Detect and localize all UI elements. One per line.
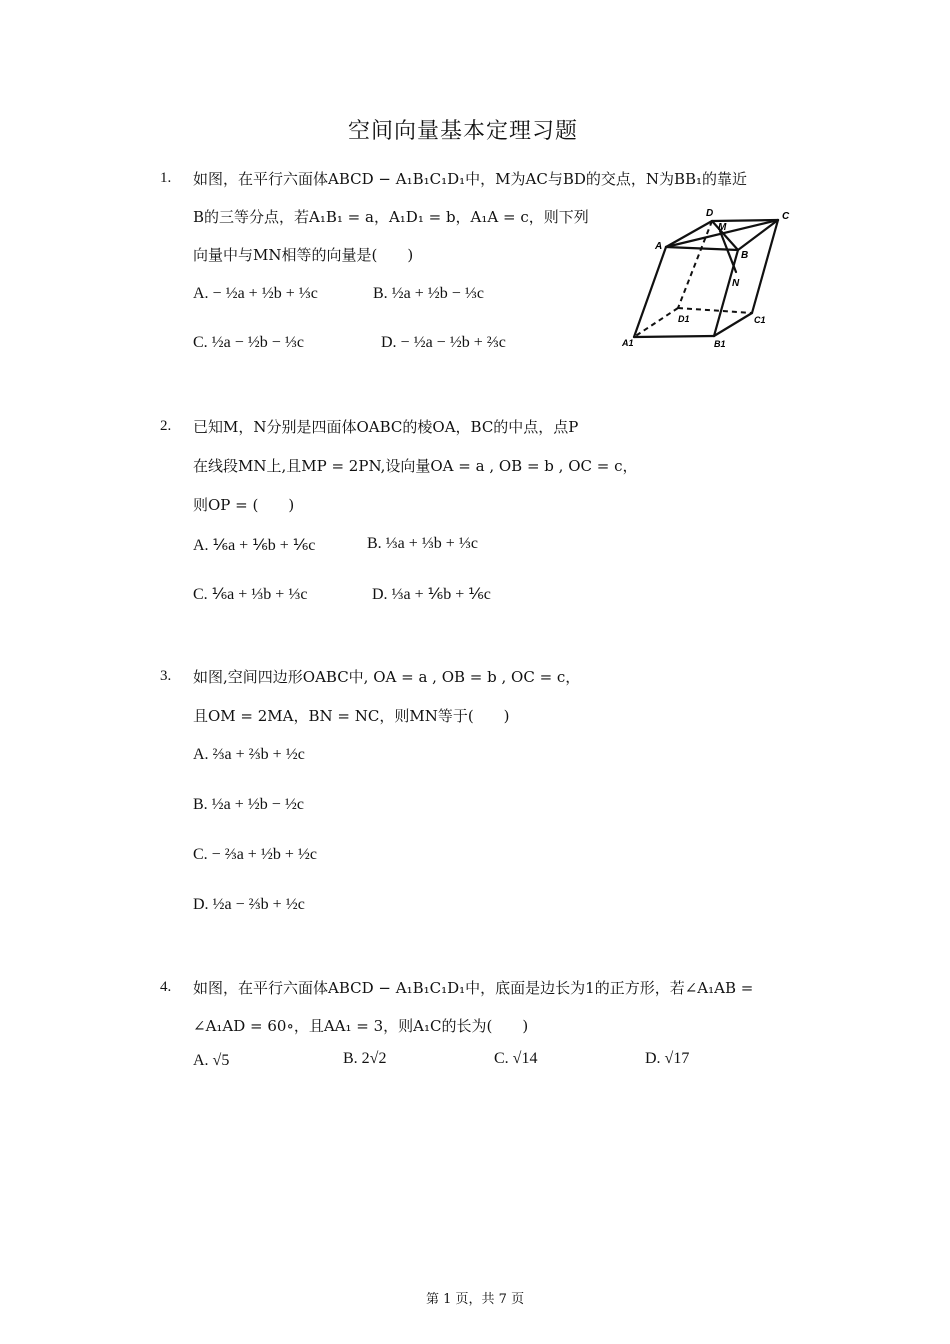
option-b[interactable]: B. ½a + ½b − ⅓c xyxy=(373,285,484,302)
question-text-line: 如图,空间四边形OABC中, OA = a , OB = b , OC = c， xyxy=(193,668,581,686)
option-c[interactable]: C. √14 xyxy=(494,1050,538,1067)
question-number: 4. xyxy=(160,979,172,995)
figure-label: B xyxy=(741,250,749,261)
parallelepiped-figure xyxy=(620,200,800,350)
option-c[interactable]: C. ½a − ½b − ⅓c xyxy=(193,334,304,351)
figure-label: B1 xyxy=(714,339,726,349)
option-c[interactable]: C. − ⅔a + ½b + ½c xyxy=(193,846,317,863)
figure-label: N xyxy=(732,278,740,289)
option-d[interactable]: D. ½a − ⅔b + ½c xyxy=(193,896,305,913)
figure-label: D1 xyxy=(678,314,690,324)
question-text-line: ∠A₁AD = 60∘，且AA₁ = 3，则A₁C的长为( ) xyxy=(193,1017,529,1035)
option-b[interactable]: B. 2√2 xyxy=(343,1050,387,1067)
question-text-line: 如图，在平行六面体ABCD − A₁B₁C₁D₁中，底面是边长为1的正方形，若∠A₁AB = xyxy=(193,979,754,997)
question-number: 1. xyxy=(160,170,172,186)
question-text-line: 已知M，N分别是四面体OABC的棱OA，BC的中点，点P xyxy=(193,418,579,436)
question-number: 2. xyxy=(160,418,172,434)
question-text-line: 如图，在平行六面体ABCD − A₁B₁C₁D₁中，M为AC与BD的交点，N为BB₁的靠近 xyxy=(193,170,748,188)
figure-label: A1 xyxy=(622,338,634,348)
option-a[interactable]: A. − ½a + ½b + ⅓c xyxy=(193,285,318,302)
figure-label: C xyxy=(782,211,790,222)
option-d[interactable]: D. √17 xyxy=(645,1050,690,1067)
page-footer: 第 1 页，共 7 页 xyxy=(426,1292,525,1307)
option-b[interactable]: B. ⅓a + ⅓b + ⅓c xyxy=(367,535,478,552)
question-text-line: B的三等分点，若A₁B₁ = a，A₁D₁ = b，A₁A = c，则下列 xyxy=(193,208,589,226)
option-a[interactable]: A. ⅔a + ⅔b + ½c xyxy=(193,746,305,763)
option-d[interactable]: D. − ½a − ½b + ⅔c xyxy=(381,334,506,351)
question-number: 3. xyxy=(160,668,172,684)
option-d[interactable]: D. ⅓a + ⅙b + ⅙c xyxy=(372,586,491,603)
option-b[interactable]: B. ½a + ½b − ½c xyxy=(193,796,304,813)
figure-label: D xyxy=(706,208,714,219)
question-text-line: 且OM = 2MA，BN = NC，则MN等于( ) xyxy=(193,707,510,725)
question-text-line: 向量中与MN相等的向量是( ) xyxy=(193,246,414,264)
question-text-line: 则OP = ( ) xyxy=(193,496,295,514)
question-text-line: 在线段MN上,且MP = 2PN,设向量OA = a , OB = b , OC = c， xyxy=(193,457,638,475)
option-a[interactable]: A. ⅙a + ⅙b + ⅙c xyxy=(193,537,316,554)
option-c[interactable]: C. ⅙a + ⅓b + ⅓c xyxy=(193,586,308,603)
figure-label: M xyxy=(718,222,727,233)
page-title: 空间向量基本定理习题 xyxy=(348,119,579,144)
figure-label: C1 xyxy=(754,315,766,325)
option-a[interactable]: A. √5 xyxy=(193,1052,230,1069)
figure-label: A xyxy=(655,241,663,252)
